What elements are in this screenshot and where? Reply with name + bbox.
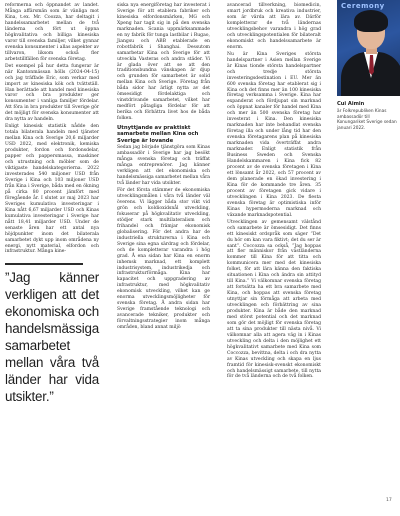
body-paragraph: Utvecklingen av gemensamt välstånd och samarbete är ömsesidigt. Det finns ett kinesiskt ordspråk som säger ”Det du hör om kan vara fiktivt; det du ser är sant”. Coccozza sa också, ”Jag hoppas att fler människor från västländerna kommer till Kina för att titta och kommunicera mer med det kinesiska folket, för att lära känna den faktiska situationen i Kina och ändra sin attityd till Kina.” Vi välkomnar svenska företag att fortsätta ha ett bra samarbete med Kina, och hoppas att svenska företag utnyttjar sin förmåga att arbeta med utvecklingen och förbättring av sina produkter. Kina är både den marknad med störst potential och det marknad som gör det möjligt för svenska företag att ta sina produkter till nästa nivå. Vi välkomnar alla att agera väg in i Kinas utveckling och delta i den möjlighet ett högkvalitativt samarbete med Kina som Coccozza, bevittna, delta i och dra nytta av Kinas utveckling och skapa en ljus framtid för kinesisk-svenskt ekonomiskt och handelsmässigt samarbete, till nytta för de två länderna och de två folken.: [227, 219, 321, 380]
article-column-3: [227, 3, 321, 382]
backdrop-logo-text: Ceremony: [341, 2, 385, 10]
pull-quote-rule: [5, 263, 83, 265]
photo-caption-name: Cui Aimin: [337, 101, 365, 107]
body-paragraph: Enligt kinesisk statistik nådde den totala bilaterala handeln med tjänster mellan Kina och Sverige 20,6 miljarder USD 2022, med elektronik, kemiska produkter, fordon och fordonsdelar, papper och pappersmassa, maskiner och utrustning och möbler som de viktigaste handelskategorierna. 2022 investerades 540 miljoner USD från Sverige i Kina och 103 miljoner USD från Kina i Sverige, båda med en ökning på cirka 80 procent jämfört med föregående år. I slutet av maj 2023 har Sveriges kumulativa investeringar i Kina nått 6,67 miljarder USD och Kinas kumulativa investeringar i Sverige har nått 18,41 miljarder USD. Under de senaste åren har ett antal nya höjdpunkter inom det bilaterala samarbetet dykt upp inom områdena ny energi, nytt material, elfordon och infrastruktur. Många kine-: [5, 124, 99, 255]
photo-caption-text: är Folkrepubliken Kinas ambassadör till Konungariket Sverige sedan januari 2022.: [337, 109, 397, 131]
section-subheading: Utnyttjande av praktiskt samarbete mellan Kina och Sverige är lovande: [117, 125, 199, 144]
body-paragraph: Det exempel på hur detta fungerar är när Kantonmässan hölls (2024-04-15) och jag träffade Eric, som verkar med import av kinesiska kök och tvättställ. Han berättade att handel med kinesiska varor och bra produkter ger konsumenter i vanliga familjer fördelar. Att föra in bra produkter till Sverige gör det möjligt för svenska konsumenter att dra nytta av handeln.: [5, 63, 99, 123]
body-paragraph: För det första stämmer de ekonomiska utvecklingsmålen i våra två länder väl överens. Vi lägger båda stor vikt vid grön och koldioxidsnål utveckling, fokuserar på högkvalitativ utveckling, stödjer stark multilateralism och frihandel och främjar ekonomisk globalisering. För det andra har de industriella strukturerna i Kina och Sverige sina egna särdrag och fördelar, och de kompletterar varandra i hög grad. Å ena sidan har Kina en enorm inhemsk marknad, ett komplett industrisystem, industrikedja och infrastrukturförmåga. Kina har kapacitet och uppgradering av infrastruktur, med högkvalitativ ekonomisk utveckling, vilket kan ge enorma utvecklingsmöjligheter för svenska företag. Å andra sidan har Sverige framstående teknologi och avancerade tekniker, produkter och förvaltningsstrategier inom många områden, bland annat miljö: [117, 188, 210, 331]
ambassador-portrait-photo: [337, 0, 400, 96]
article-column-2: [117, 3, 210, 332]
page-number: 17: [386, 498, 392, 503]
body-paragraph: reformerna och öppnandet av landet. Många affärsmän som är vänliga mot Kina, t.ex. Mr. Coozza, har deltagit i handelssamarbetet mellan de två länderna och fört ut öppna högkvalitativa och billiga kinesiska varor till svenska familjer, vilket gynnar svenska konsumenter i allas aspekter av tillvaron, liksom också fler arbetstillfällen för svenska företag.: [5, 3, 99, 62]
body-paragraph: Sedan jag började tjänstgöra som Kinas ambassadör i Sverige har jag besökt många svenska företag och träffat många entreprenörer. Jag känner verkligen att det ekonomiska och handelsmässiga samarbetet mellan våra två länder har vida utsikter.: [117, 145, 210, 186]
body-paragraph: Nu är Kina Sveriges största handelspartner i Asien mellan Sverige är Kinas tionde största handelspartner och tredje största investeringsdestination i EU. Mer än 600 svenska företag har etablerat sig i Kina och det finns mer än 100 kinesiska företag verksamma i Sverige. Kina har expanderat och fördjupat sin marknad och öppnat kanaler för handel med Kina och mer än 500 svenska företag har investerat i Kina. Den kinesiska marknaden har inte behandlat svenska företag illa och under lång tid har den svenska företagarens plan på kinesiska marknaden vida överträffat andra marknader. Enligt statistik från Business Sweden och Svenska Handelskammaren i Kina fick 82 procent av de svenska företagen i Kina ett lönsamt år 2022, och 57 procent av dem planerade en ökad investering i Kina för de kommande tre åren. 35 procent av företagen gick vidare i utvecklingen i Kina 2023. De flesta svenska företag är optimistiska inför Kinas hypermoderna marknad och växande marknadspotential.: [227, 51, 321, 218]
body-paragraph: siska nya energiföretag har investerat i Sverige för att etablera fabriker och kinesiska elfordonsmärken, MG och Xpeng har tagit sig in på den svenska marknaden. Scania uppmärksammade en ny fabrik för tunga lastbilar i Rugao, Jiangsu och ABB etablerade en robotfabrik i Shanghai. Dessutom samarbetar Kina och Sverige för att utveckla Vasteras och andra städer. Vi är glada över att se att den traditionsbundna vänskapen är djup och grunden för samarbetet är solid mellan Kina och Sverige. Företag från båda sidor har ärligt nytta av det ömsesidigt fördelaktiga och vinstdrivande samarbetet, vilket har medfört påtagliga fördelar för att berika och förbättra livet hos de båda folken.: [117, 3, 210, 122]
article-column-1: [5, 3, 99, 406]
portrait-hair: [354, 10, 388, 32]
body-paragraph: avancerad tillverkning, biomedicin, smart jordbruk och kreativa industrier, som är värda att lära av. Därför kompletterar de två ländernas utvecklingsbehov varandra i hög grad och utvecklingspotentialen för bilateralt ekonomiskt och handelssamarbete är enorm.: [227, 3, 321, 50]
pull-quote: ”Jag känner verkligen att det ekonomiska och handelsmässiga samarbetet mellan våra två länder har vida utsikter.”: [5, 270, 99, 404]
